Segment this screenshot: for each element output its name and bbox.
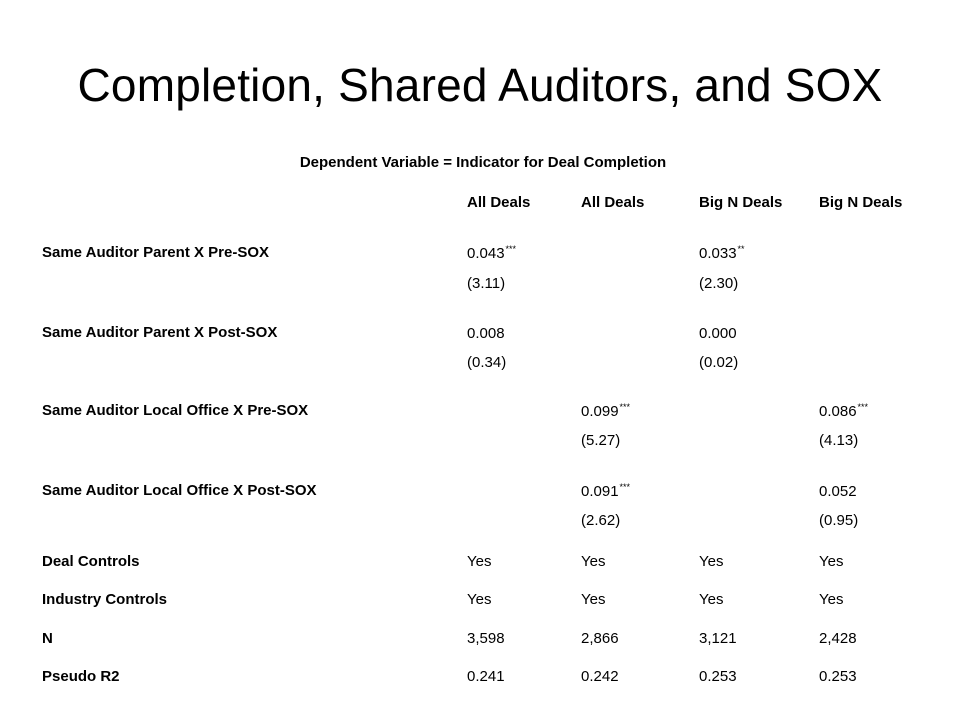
- table-cell: Yes: [467, 591, 492, 608]
- coefficient-value: 0.099: [581, 403, 619, 420]
- table-cell: Yes: [819, 553, 844, 570]
- t-statistic: (4.13): [819, 432, 859, 449]
- coefficient-value: 0.043: [467, 245, 505, 262]
- t-statistic: (0.34): [467, 354, 507, 371]
- row-label: Deal Controls: [42, 553, 140, 570]
- table-cell: 0.253: [699, 668, 737, 685]
- coefficient-cell: [819, 402, 868, 420]
- table-cell: 3,598: [467, 630, 505, 647]
- coefficient-value: 0.000: [699, 325, 737, 342]
- row-label: Same Auditor Local Office X Post-SOX: [42, 482, 317, 499]
- t-statistic: (0.95): [819, 512, 859, 529]
- coefficient-cell: [467, 324, 506, 342]
- table-cell: Yes: [699, 591, 724, 608]
- coefficient-cell: [581, 482, 630, 500]
- table-cell: 2,866: [581, 630, 619, 647]
- t-statistic: (5.27): [581, 432, 621, 449]
- column-header: Big N Deals: [819, 194, 903, 211]
- table-cell: Yes: [581, 553, 606, 570]
- coefficient-cell: [819, 482, 858, 500]
- slide-title: Completion, Shared Auditors, and SOX: [77, 59, 883, 111]
- table-cell: 3,121: [699, 630, 737, 647]
- table-cell: 2,428: [819, 630, 857, 647]
- table-cell: Yes: [467, 553, 492, 570]
- table-cell: Yes: [819, 591, 844, 608]
- table-cell: 0.242: [581, 668, 619, 685]
- significance-stars: ***: [857, 402, 869, 412]
- table-cell: 0.241: [467, 668, 505, 685]
- table-cell: 0.253: [819, 668, 857, 685]
- t-statistic: (2.30): [699, 275, 739, 292]
- coefficient-value: 0.086: [819, 403, 857, 420]
- coefficient-cell: [467, 244, 516, 262]
- coefficient-value: 0.033: [699, 245, 737, 262]
- row-label: N: [42, 630, 53, 647]
- row-label: Industry Controls: [42, 591, 168, 608]
- t-statistic: (2.62): [581, 512, 621, 529]
- row-label: Same Auditor Parent X Pre-SOX: [42, 244, 270, 261]
- coefficient-value: 0.008: [467, 325, 505, 342]
- table-caption: Dependent Variable = Indicator for Deal Completion: [299, 154, 667, 171]
- coefficient-value: 0.091: [581, 483, 619, 500]
- column-header: Big N Deals: [699, 194, 783, 211]
- t-statistic: (3.11): [467, 275, 506, 292]
- significance-stars: ***: [505, 244, 517, 254]
- coefficient-cell: [699, 244, 745, 262]
- row-label: Same Auditor Parent X Post-SOX: [42, 324, 278, 341]
- coefficient-value: 0.052: [819, 483, 857, 500]
- column-header: All Deals: [467, 194, 531, 211]
- row-label: Same Auditor Local Office X Pre-SOX: [42, 402, 309, 419]
- coefficient-cell: [581, 402, 630, 420]
- significance-stars: **: [737, 244, 745, 254]
- table-cell: Yes: [581, 591, 606, 608]
- coefficient-cell: [699, 324, 738, 342]
- significance-stars: ***: [619, 482, 631, 492]
- row-label: Pseudo R2: [42, 668, 120, 685]
- significance-stars: ***: [619, 402, 631, 412]
- column-header: All Deals: [581, 194, 645, 211]
- table-cell: Yes: [699, 553, 724, 570]
- t-statistic: (0.02): [699, 354, 739, 371]
